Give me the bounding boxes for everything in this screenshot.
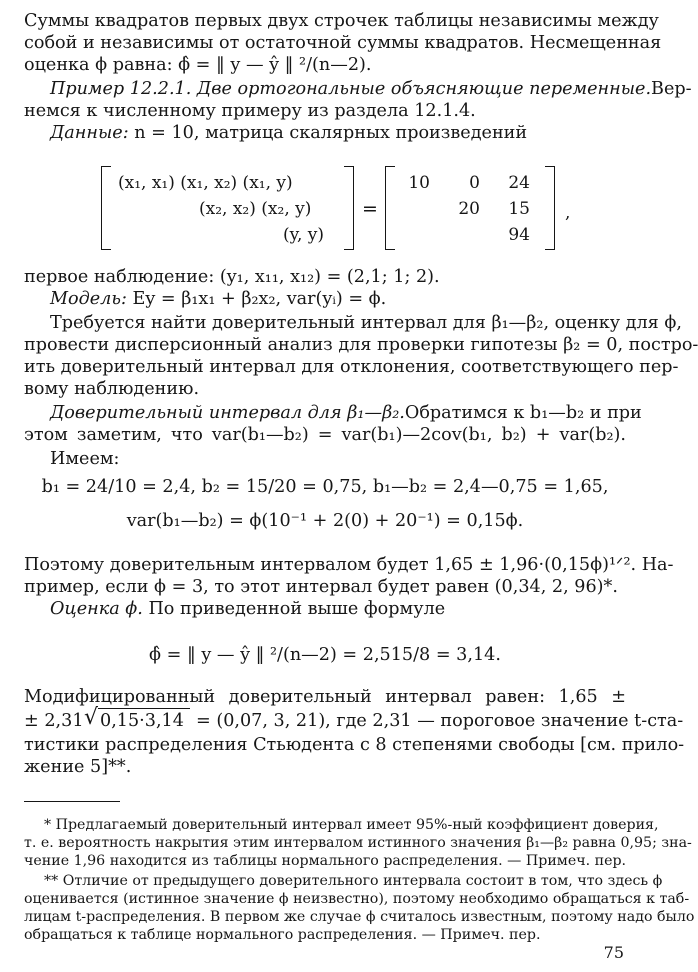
sqrt-icon: √ — [84, 705, 99, 730]
matrix-cell: 94 — [508, 225, 530, 245]
text-line: тистики распределения Стьюдента с 8 степенями свободы [см. прило- — [24, 735, 685, 755]
model-label: Модель: — [50, 289, 127, 309]
model-text: Ey = β₁x₁ + β₂x₂, var(yᵢ) = ϕ. — [132, 289, 387, 309]
text-line: Модифицированный доверительный интервал равен: 1,65 ± — [24, 687, 626, 707]
text-line: Требуется найти доверительный интервал для β₁—β₂, оценку для ϕ, — [50, 313, 682, 333]
footnote-line: обращаться к таблице нормального распределения. — Примеч. пер. — [24, 927, 541, 943]
sqrt-overline — [98, 708, 190, 709]
right-bracket-close — [545, 166, 555, 250]
ci-line — [50, 402, 642, 424]
estimate-label: Оценка ϕ. — [50, 599, 143, 619]
matrix-row: (x₁, x₁) (x₁, x₂) (x₁, y) — [118, 173, 293, 193]
equation: ϕ̂ = ‖ y — ŷ ‖ ²/(n—2) = 2,515/8 = 3,14. — [149, 645, 501, 665]
text-line: ить доверительный интервал для отклонения, соответствующего пер- — [24, 357, 679, 377]
estimate-text: По приведенной выше формуле — [148, 599, 446, 619]
matrix-cell: 0 — [469, 173, 480, 193]
page-number: 75 — [603, 943, 624, 962]
text-line: оценка ϕ равна: ϕ̂ = ‖ y — ŷ ‖ ²/(n—2). — [24, 55, 372, 75]
left-bracket-close — [344, 166, 354, 250]
footnote-line: оценивается (истинное значение ϕ неизвестно), поэтому необходимо обращаться к таб- — [24, 891, 690, 907]
radicand: 0,15·3,14 — [100, 711, 184, 731]
example-label: Пример 12.2.1. Две ортогональные объясняющие переменные. — [50, 79, 652, 99]
text-line: первое наблюдение: (y₁, x₁₁, x₁₂) = (2,1; 1; 2). — [24, 267, 440, 287]
matrix-comma: , — [565, 203, 571, 223]
footnote-line: * Предлагаемый доверительный интервал имеет 95%-ный коэффициент доверия, — [44, 817, 659, 833]
text-line: Суммы квадратов первых двух строчек таблицы независимы между — [24, 11, 659, 31]
matrix-cell: 24 — [508, 173, 530, 193]
data-line — [50, 122, 626, 144]
ci-rest: Обратимся к b₁—b₂ и при — [404, 403, 642, 423]
data-text: n = 10, матрица скалярных произведений — [134, 123, 528, 143]
example-line — [50, 78, 692, 100]
model-line — [50, 288, 626, 310]
text-line: этом заметим, что var(b₁—b₂) = var(b₁)—2cov(b₁, b₂) + var(b₂). — [24, 425, 626, 445]
text-line: вому наблюдению. — [24, 379, 200, 399]
estimate-line — [50, 598, 626, 620]
equals-sign: = — [362, 198, 378, 220]
matrix-row: (y, y) — [283, 225, 325, 245]
text-line: немся к численному примеру из раздела 12.1.4. — [24, 101, 476, 121]
left-bracket — [101, 166, 111, 250]
pm-text: ± 2,31 — [24, 711, 84, 731]
right-bracket — [385, 166, 395, 250]
matrix-cell: 15 — [508, 199, 530, 219]
text-line: пример, если ϕ = 3, то этот интервал будет равен (0,34, 2, 96)*. — [24, 577, 618, 597]
matrix-cell: 10 — [408, 173, 430, 193]
matrix-cell: 20 — [458, 199, 480, 219]
example-rest: Вер- — [651, 79, 692, 99]
ci-label: Доверительный интервал для β₁—β₂. — [50, 403, 405, 423]
text-line: = (0,07, 3, 21), где 2,31 — пороговое значение t-ста- — [196, 711, 684, 731]
matrix-row: (x₂, x₂) (x₂, y) — [199, 199, 312, 219]
text-line: провести дисперсионный анализ для проверки гипотезы β₂ = 0, постро- — [24, 335, 698, 355]
footnote-line: чение 1,96 находится из таблицы нормального распределения. — Примеч. пер. — [24, 853, 627, 869]
data-label: Данные: — [50, 123, 129, 143]
text-line: жение 5]**. — [24, 757, 132, 777]
equation: var(b₁—b₂) = ϕ(10⁻¹ + 2(0) + 20⁻¹) = 0,15ϕ. — [126, 511, 524, 531]
text-line: Имеем: — [50, 449, 120, 469]
footnote-line: лицам t-распределения. В первом же случае ϕ считалось известным, поэтому надо было — [24, 909, 695, 925]
footnote-line: т. е. вероятность накрытия этим интервалом истинного значения β₁—β₂ равна 0,95; зна- — [24, 835, 692, 851]
footnote-line: ** Отличие от предыдущего доверительного интервала состоит в том, что здесь ϕ — [44, 873, 663, 889]
text-line: собой и независимы от остаточной суммы квадратов. Несмещенная — [24, 33, 662, 53]
equation: b₁ = 24/10 = 2,4, b₂ = 15/20 = 0,75, b₁—b₂ = 2,4—0,75 = 1,65, — [41, 477, 609, 497]
text-line: Поэтому доверительным интервалом будет 1,65 ± 1,96·(0,15ϕ)¹ᐟ². На- — [24, 555, 674, 575]
footnote-rule — [24, 801, 120, 802]
